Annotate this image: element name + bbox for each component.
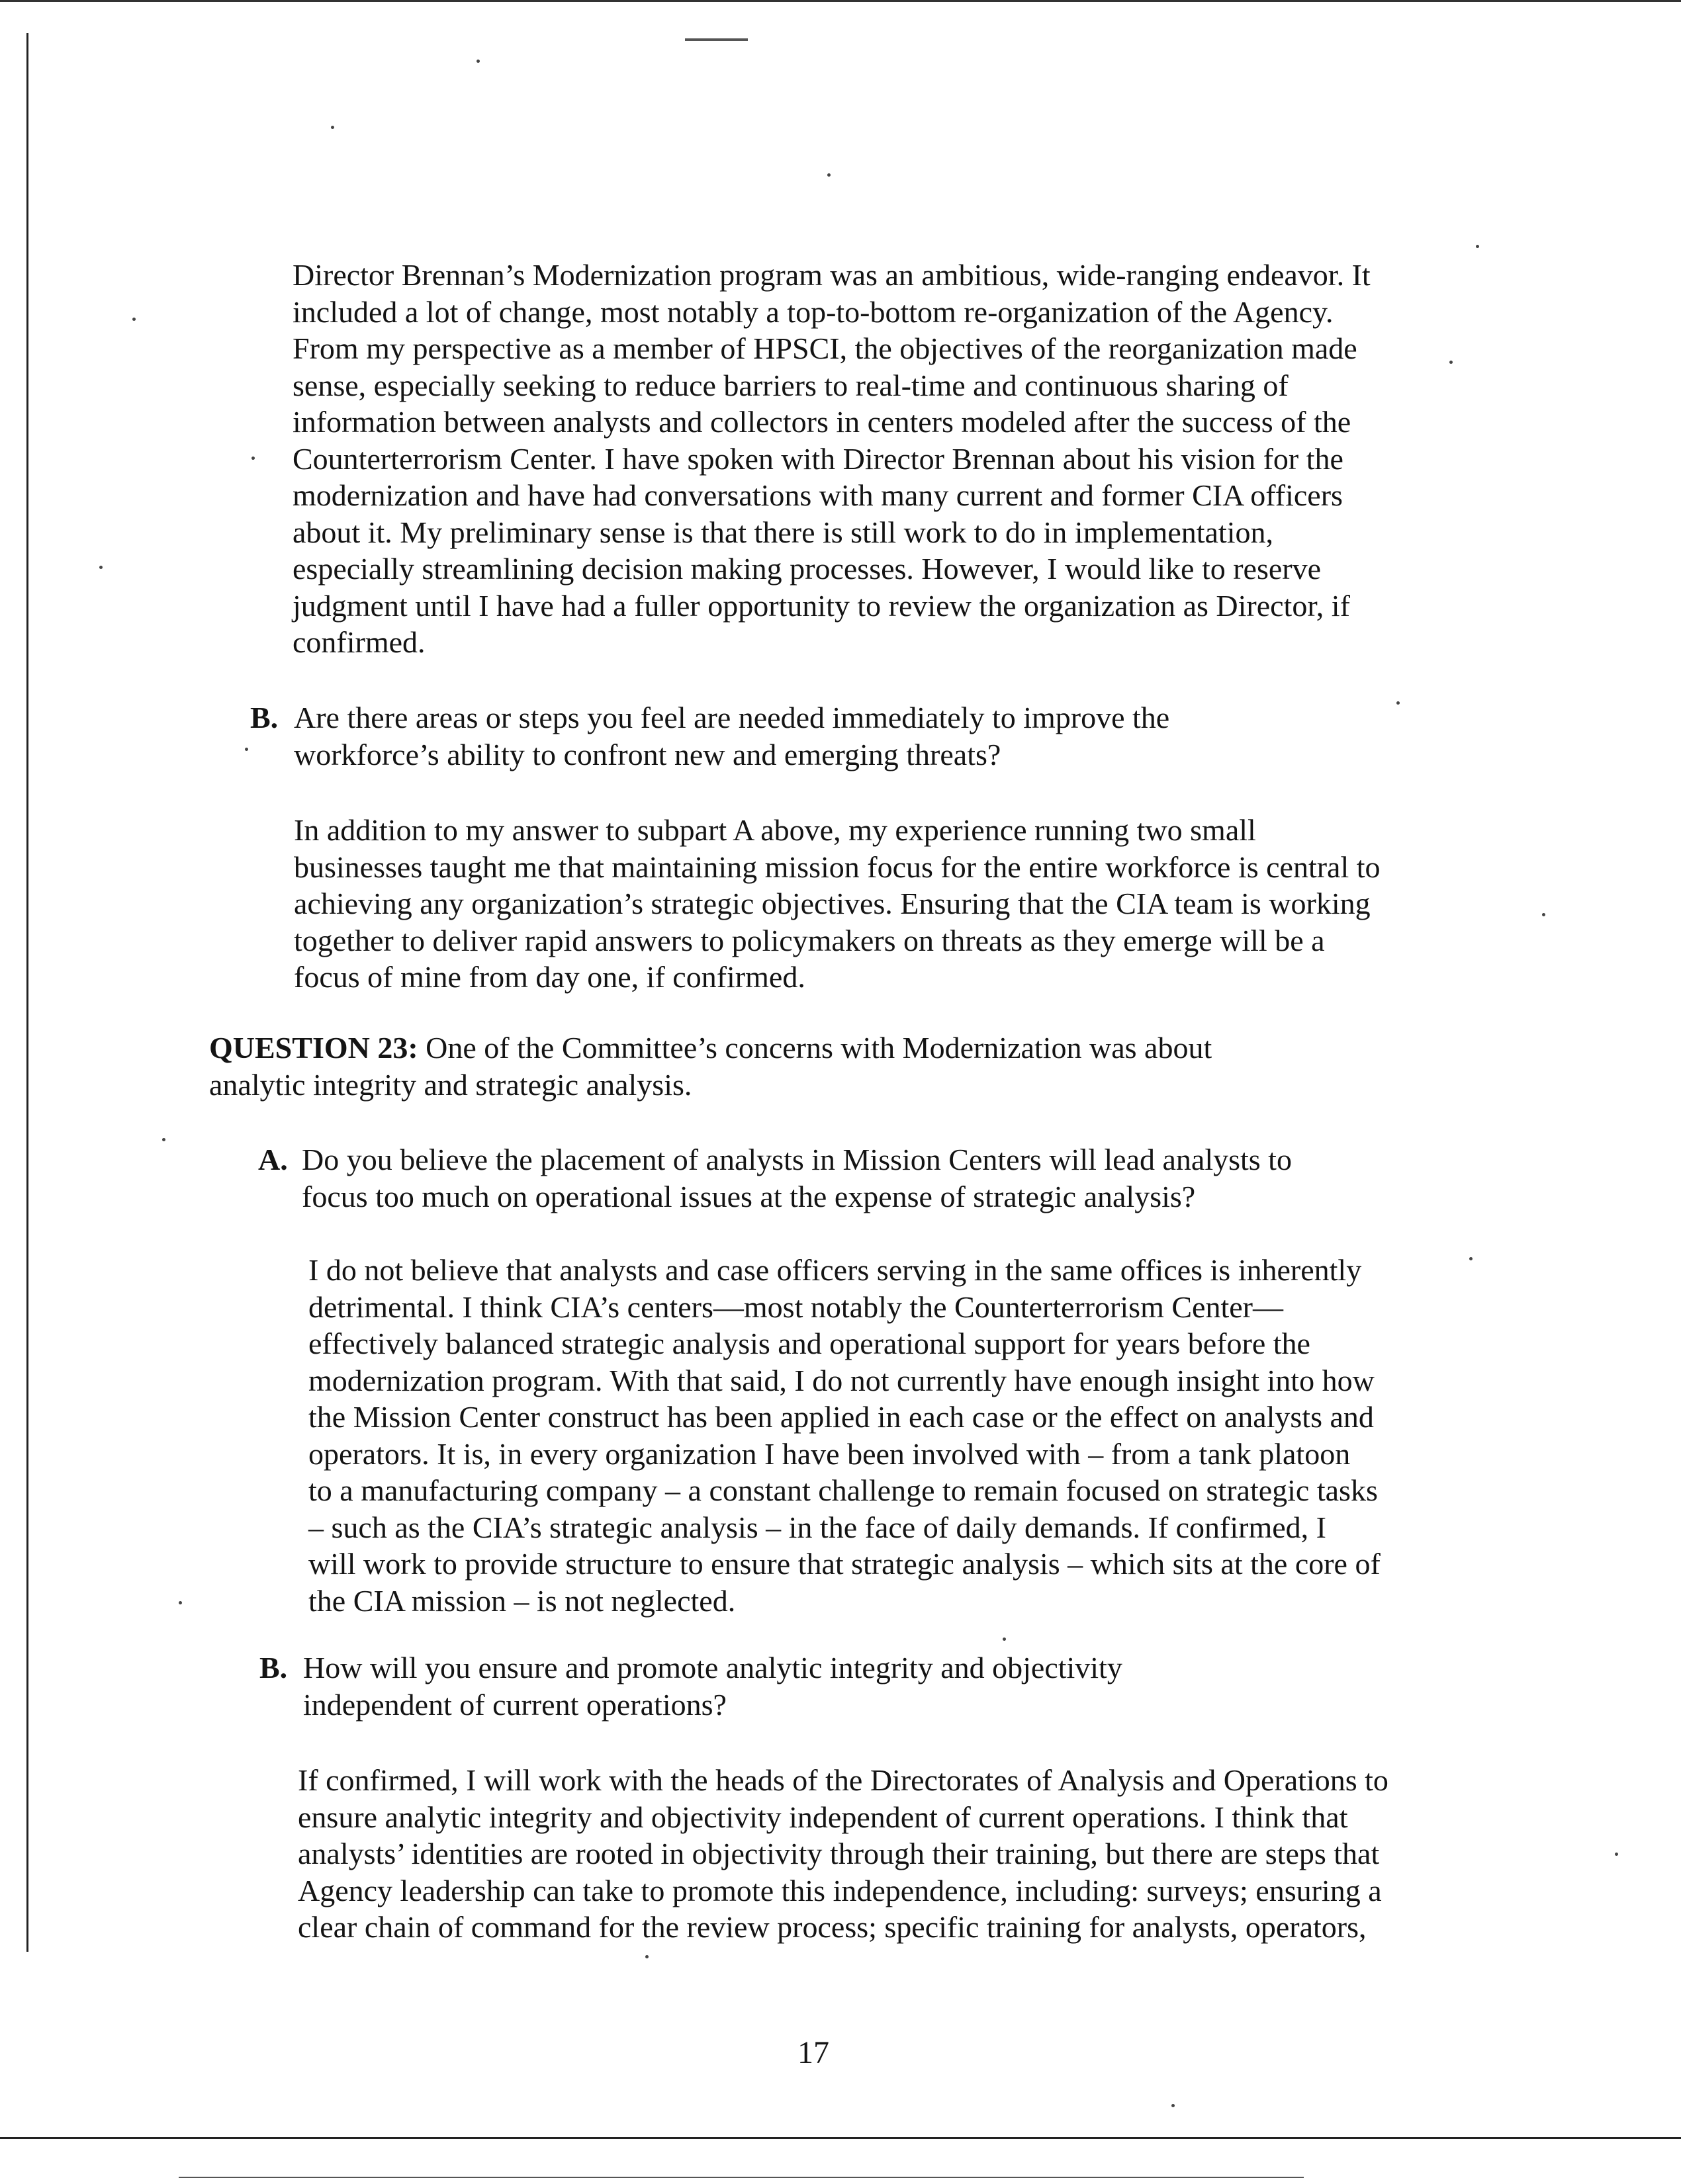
text-line: Counterterrorism Center. I have spoken with Director Brennan about his vision for the <box>293 441 1343 476</box>
text-line: the CIA mission – is not neglected. <box>308 1583 736 1618</box>
question-line: Are there areas or steps you feel are needed immediately to improve the <box>294 701 1170 734</box>
answer-23b-paragraph <box>298 1762 1388 1946</box>
question-22b <box>250 699 1169 773</box>
question-23-heading <box>209 1029 1212 1103</box>
subpart-letter: B. <box>259 1651 288 1684</box>
scan-mark-top <box>685 38 748 41</box>
text-line: businesses taught me that maintaining mission focus for the entire workforce is central to <box>294 850 1381 884</box>
scan-speck <box>99 566 103 569</box>
text-line: together to deliver rapid answers to policymakers on threats as they emerge will be a <box>294 923 1325 957</box>
text-line: From my perspective as a member of HPSCI, the objectives of the reorganization made <box>293 331 1357 365</box>
scan-rule-bottom <box>0 2137 1681 2139</box>
text-line: included a lot of change, most notably a top-to-bottom re-organization of the Agency. <box>293 294 1334 329</box>
scan-speck <box>179 1601 182 1604</box>
text-line: detrimental. I think CIA’s centers—most notably the Counterterrorism Center— <box>308 1289 1283 1324</box>
scan-speck <box>162 1138 165 1141</box>
scan-speck <box>1449 361 1453 364</box>
text-line: effectively balanced strategic analysis and operational support for years before the <box>308 1327 1310 1360</box>
scan-speck <box>132 318 136 321</box>
text-line: about it. My preliminary sense is that there is still work to do in implementation, <box>293 515 1273 549</box>
text-line: modernization and have had conversations with many current and former CIA officers <box>293 478 1343 512</box>
scan-speck <box>1469 1257 1473 1260</box>
answer-modernization-paragraph <box>293 257 1371 661</box>
page-number: 17 <box>797 2035 829 2070</box>
question-text: One of the Committee’s concerns with Modernization was about <box>426 1031 1212 1065</box>
answer-23a-paragraph <box>308 1252 1381 1619</box>
text-line: especially streamlining decision making processes. However, I would like to reserve <box>293 552 1322 586</box>
question-line: How will you ensure and promote analytic integrity and objectivity <box>303 1651 1122 1684</box>
question-text: analytic integrity and strategic analysis. <box>209 1067 692 1102</box>
scan-speck <box>245 748 248 751</box>
text-line: operators. It is, in every organization I have been involved with – from a tank platoon <box>308 1436 1351 1471</box>
text-line: – such as the CIA’s strategic analysis – in the face of daily demands. If confirmed, I <box>308 1510 1326 1544</box>
question-line: workforce’s ability to confront new and emerging threats? <box>294 737 1001 771</box>
text-line: achieving any organization’s strategic objectives. Ensuring that the CIA team is working <box>294 887 1371 920</box>
scan-speck <box>1476 245 1479 248</box>
scan-speck <box>827 173 831 177</box>
question-line: Do you believe the placement of analysts in Mission Centers will lead analysts to <box>302 1143 1292 1176</box>
text-line: In addition to my answer to subpart A above, my experience running two small <box>294 813 1256 847</box>
subpart-letter: A. <box>258 1143 288 1176</box>
text-line: Agency leadership can take to promote this independence, including: surveys; ensuring a <box>298 1873 1382 1907</box>
question-23b <box>259 1649 1122 1723</box>
scan-speck <box>1171 2104 1175 2107</box>
text-line: to a manufacturing company – a constant challenge to remain focused on strategic tasks <box>308 1473 1378 1507</box>
subpart-letter: B. <box>250 701 279 734</box>
scan-edge-top <box>0 0 1681 2</box>
text-line: the Mission Center construct has been applied in each case or the effect on analysts and <box>308 1400 1374 1434</box>
scan-speck <box>331 126 334 129</box>
text-line: ensure analytic integrity and objectivity independent of current operations. I think that <box>298 1800 1348 1834</box>
scan-speck <box>1542 913 1545 916</box>
text-line: information between analysts and collectors in centers modeled after the success of the <box>293 405 1351 439</box>
scan-speck <box>1615 1853 1618 1856</box>
scan-speck <box>251 457 255 460</box>
text-line: sense, especially seeking to reduce barriers to real-time and continuous sharing of <box>293 368 1289 402</box>
text-line: judgment until I have had a fuller opportunity to review the organization as Director, if <box>293 588 1350 623</box>
text-line: clear chain of command for the review process; specific training for analysts, operators, <box>298 1910 1367 1944</box>
question-line: independent of current operations? <box>303 1687 727 1722</box>
answer-22b-paragraph <box>294 812 1381 996</box>
text-line: Director Brennan’s Modernization program was an ambitious, wide-ranging endeavor. It <box>293 258 1371 292</box>
text-line: focus of mine from day one, if confirmed. <box>294 960 805 994</box>
scan-speck <box>1396 701 1400 705</box>
scan-speck <box>477 60 480 63</box>
scan-speck <box>1003 1638 1006 1641</box>
question-23a <box>258 1141 1292 1215</box>
scan-speck <box>645 1955 649 1958</box>
question-line: focus too much on operational issues at the expense of strategic analysis? <box>302 1179 1196 1213</box>
scan-rule-bottom-secondary <box>179 2177 1304 2178</box>
text-line: modernization program. With that said, I do not currently have enough insight into how <box>308 1363 1375 1397</box>
scan-edge-left <box>26 33 28 1952</box>
text-line: will work to provide structure to ensure that strategic analysis – which sits at the core of <box>308 1547 1381 1581</box>
text-line: analysts’ identities are rooted in objectivity through their training, but there are steps that <box>298 1837 1380 1870</box>
text-line: If confirmed, I will work with the heads of the Directorates of Analysis and Operations to <box>298 1763 1388 1797</box>
text-line: confirmed. <box>293 625 426 659</box>
question-label: QUESTION 23: <box>209 1031 418 1065</box>
text-line: I do not believe that analysts and case officers serving in the same offices is inherently <box>308 1253 1362 1287</box>
